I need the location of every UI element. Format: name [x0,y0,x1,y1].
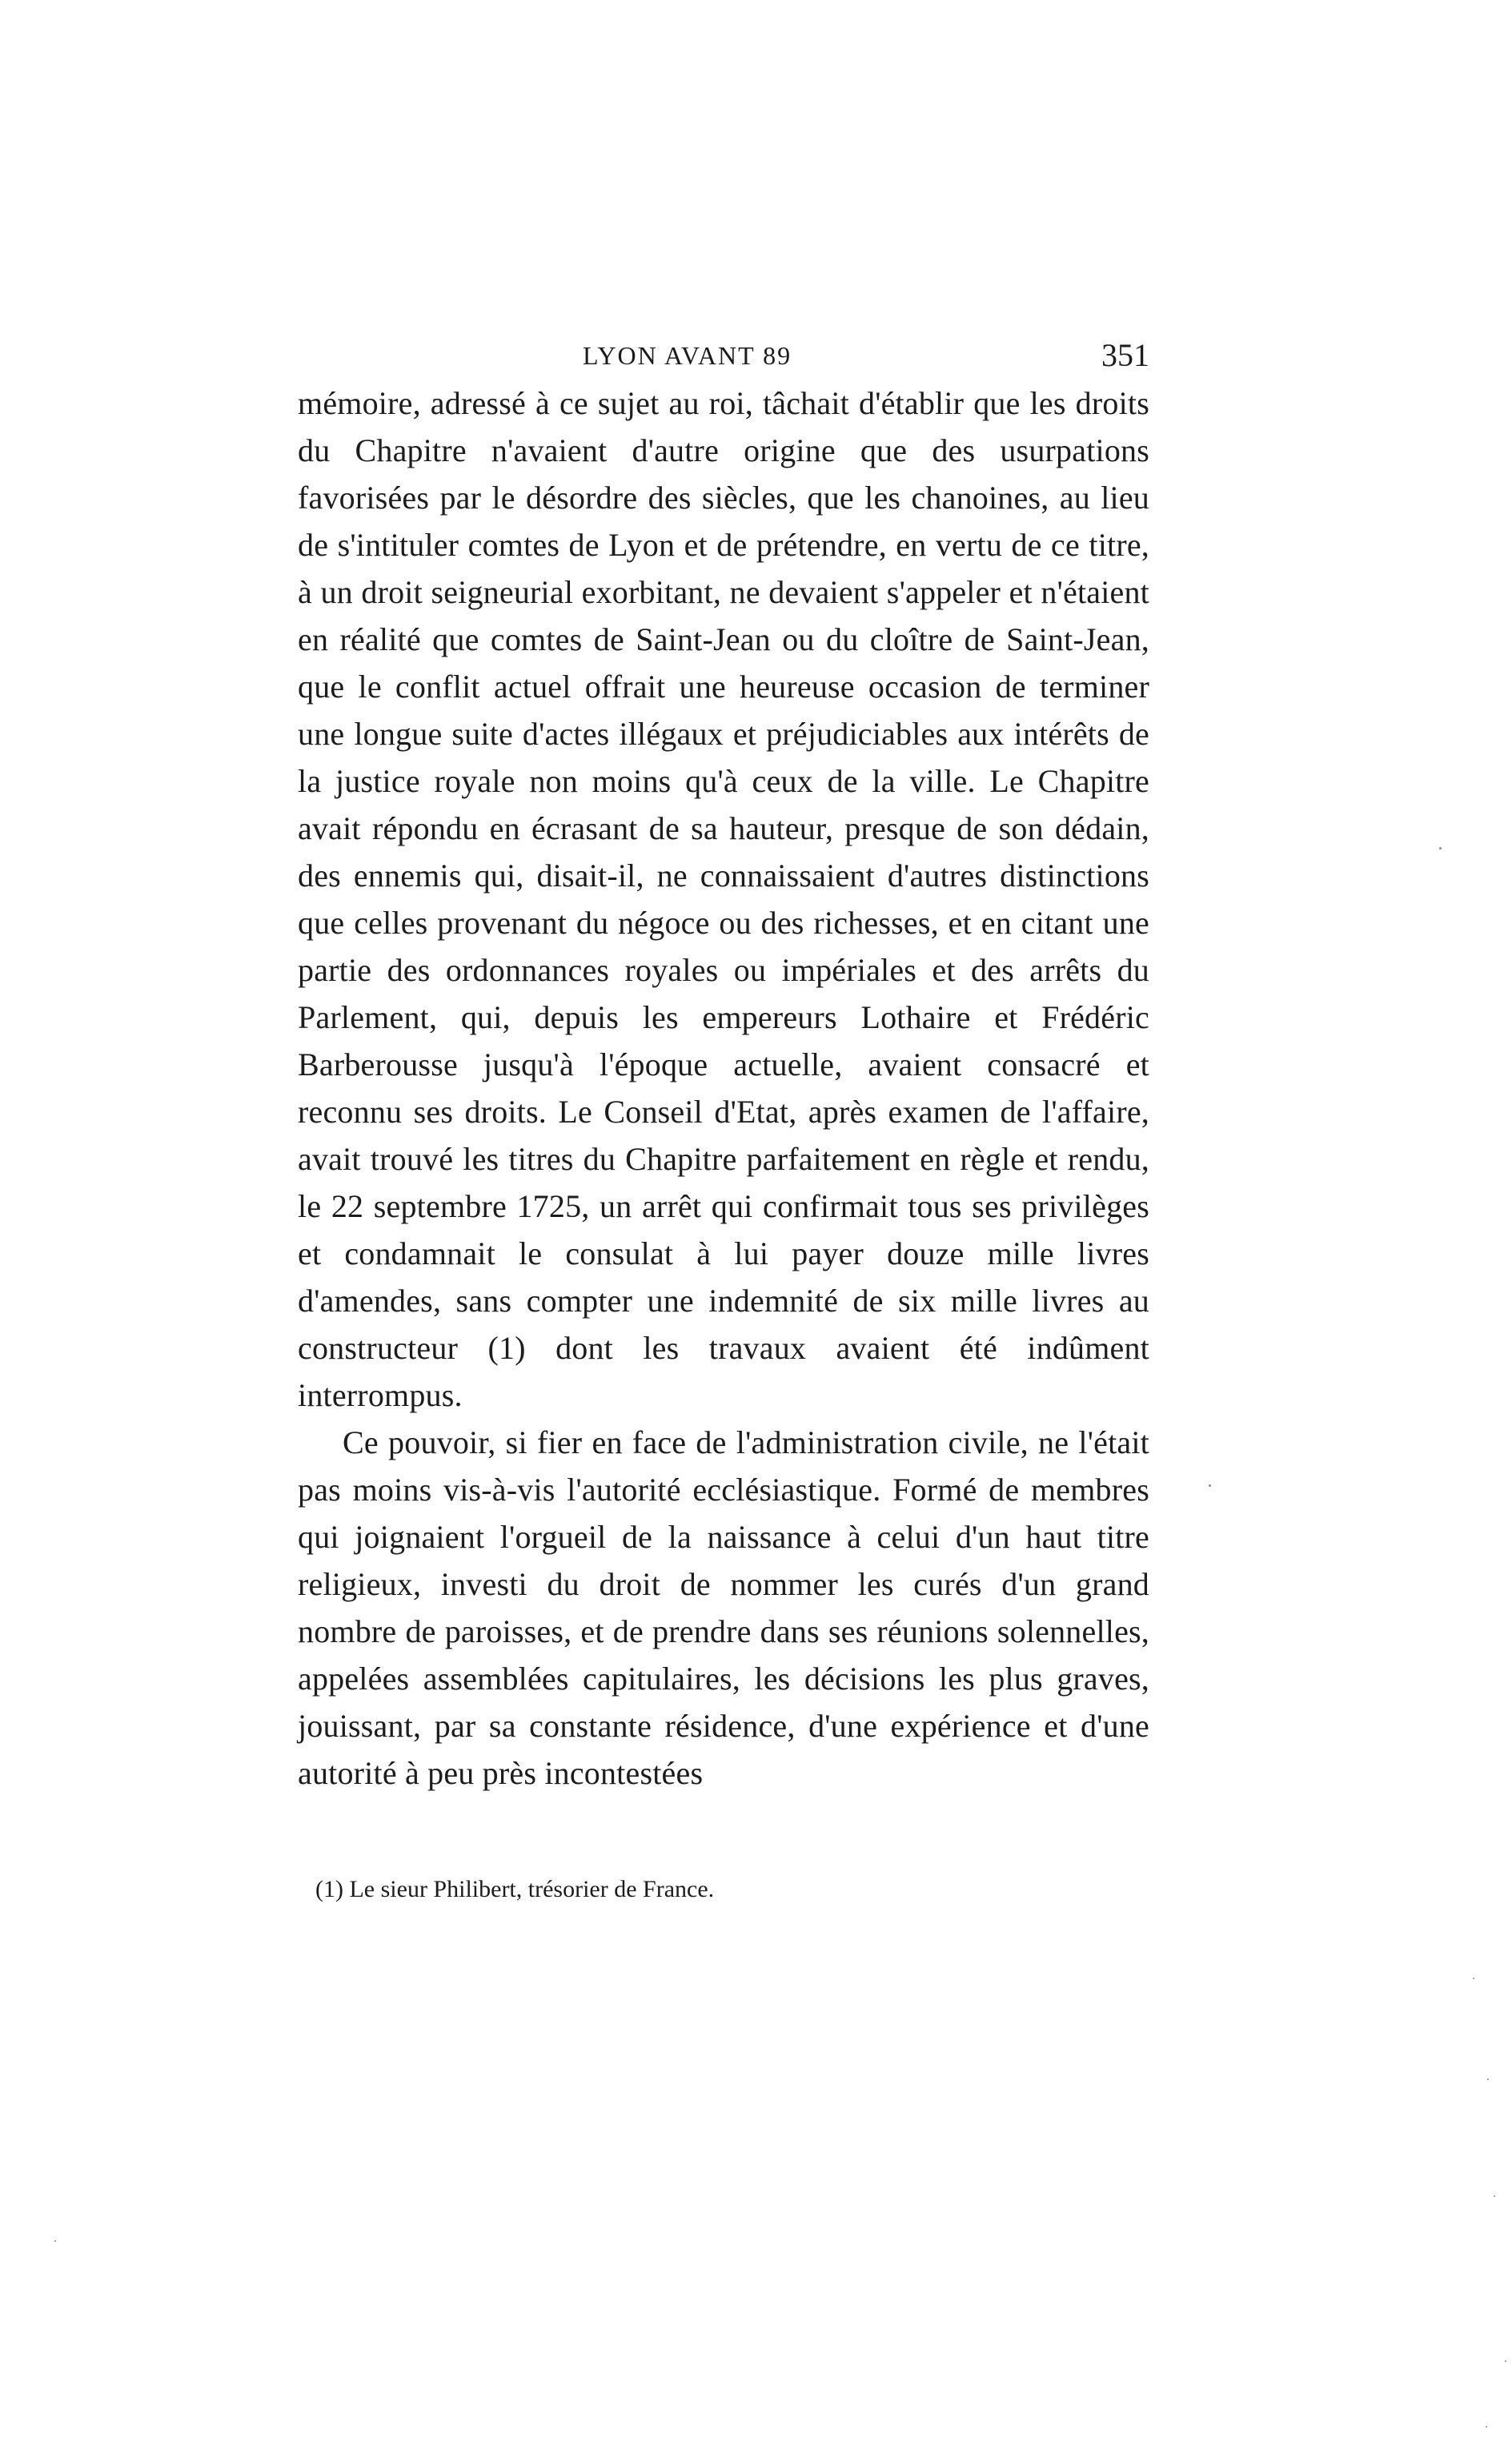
paragraph: mémoire, adressé à ce sujet au roi, tâchait d'établir que les droits du Chapitre n'avaient d'autre origine que des usurpations favorisées par le désordre des siècles, que les chanoines, au lieu de s'intituler comtes de Lyon et de prétendre, en vertu de ce titre, à un droit seigneurial exorbitant, ne devaient s'appeler et n'étaient en réalité que comtes de Saint-Jean ou du cloître de Saint-Jean, que le conflit actuel offrait une heureuse occasion de terminer une longue suite d'actes illégaux et préjudiciables aux intérêts de la justice royale non moins qu'à ceux de la ville. Le Chapitre avait répondu en écrasant de sa hauteur, presque de son dédain, des ennemis qui, disait-il, ne connaissaient d'autres distinctions que celles provenant du négoce ou des richesses, et en citant une partie des ordonnances royales ou impériales et des arrêts du Parlement, qui, depuis les empereurs Lothaire et Frédéric Barberousse jusqu'à l'époque actuelle, avaient consacré et reconnu ses droits. Le Conseil d'Etat, après examen de l'affaire, avait trouvé les titres du Chapitre parfaitement en règle et rendu, le 22 septembre 1725, un arrêt qui confirmait tous ses privilèges et condamnait le consulat à lui payer douze mille livres d'amendes, sans compter une indemnité de six mille livres au constructeur (1) dont les travaux avaient été indûment interrompus. [298,385,1149,1413]
footnote: (1) Le sieur Philibert, trésorier de France. [315,1876,715,1902]
page-number: 351 [1101,337,1149,373]
paragraph: Ce pouvoir, si fier en face de l'administration civile, ne l'était pas moins vis-à-vis l'autorité ecclésiastique. Formé de membres qui joignaient l'orgueil de la naissance à celui d'un haut titre religieux, investi du droit de nommer les curés d'un grand nombre de paroisses, et de prendre dans ses réunions solennelles, appelées assemblées capitulaires, les décisions les plus graves, jouissant, par sa constante résidence, d'une expérience et d'une autorité à peu près incontestées [298,1424,1149,1791]
running-head [298,335,1149,383]
body-text [298,380,1149,1797]
running-title: LYON AVANT 89 [583,341,792,370]
